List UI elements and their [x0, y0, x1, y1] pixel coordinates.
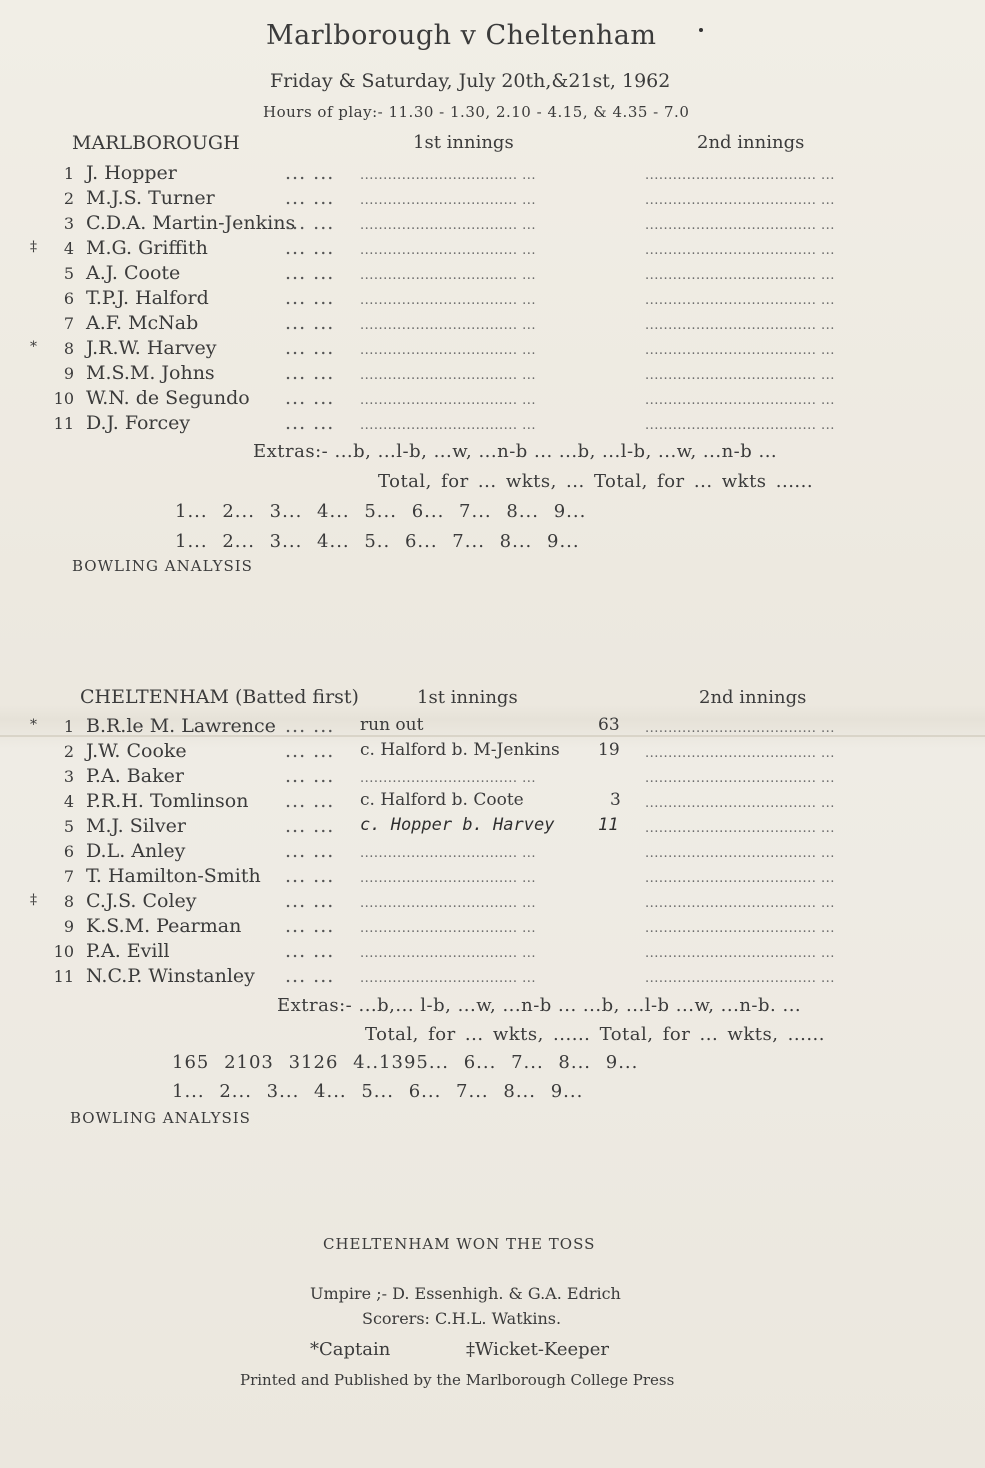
blank-score-line: .................................. ... [360, 368, 537, 383]
blank-score-line: .................................. ... [360, 218, 537, 233]
printer-credit: Printed and Published by the Marlborough College Press [240, 1371, 675, 1389]
leader-dots: ... ... [285, 212, 335, 234]
player-name: D.L. Anley [86, 840, 186, 862]
batting-order-number: 9 [63, 917, 74, 936]
batting-order-number: 5 [63, 817, 74, 836]
batting-row [0, 212, 985, 237]
player-name: C.D.A. Martin-Jenkins [86, 212, 296, 234]
chel-bowling-analysis: BOWLING ANALYSIS [70, 1109, 251, 1127]
player-marker: * [30, 717, 37, 733]
blank-score-line: .................................. ... [360, 846, 537, 861]
batting-order-number: 6 [63, 842, 74, 861]
batting-row [0, 965, 985, 990]
leader-dots: ... ... [285, 412, 335, 434]
batting-order-number: 1 [63, 717, 74, 736]
marl-fall-of-wickets-1: 1... 2... 3... 4... 5... 6... 7... 8... 9... [175, 501, 587, 522]
leader-dots: ... ... [285, 237, 335, 259]
batting-order-number: 3 [63, 767, 74, 786]
leader-dots: ... ... [285, 287, 335, 309]
player-name: D.J. Forcey [86, 412, 191, 434]
batting-order-number: 4 [63, 792, 74, 811]
blank-score-line: .................................. ... [360, 971, 537, 986]
blank-score-line: .................................. ... [360, 871, 537, 886]
blank-score-line: .................................. ... [360, 293, 537, 308]
batting-order-number: 5 [63, 264, 74, 283]
blank-score-line: .................................. ... [360, 771, 537, 786]
player-name: J.W. Cooke [86, 740, 187, 762]
player-name: M.G. Griffith [86, 237, 208, 259]
runs-scored: 19 [598, 740, 620, 760]
blank-score-line: .................................. ... [360, 946, 537, 961]
player-name: C.J.S. Coley [86, 890, 197, 912]
batting-row [0, 715, 985, 740]
leader-dots: ... ... [285, 765, 335, 787]
second-innings-blank: ..................................... ... [645, 946, 835, 961]
team-marlborough: MARLBOROUGH [72, 132, 240, 154]
batting-row [0, 915, 985, 940]
blank-score-line: .................................. ... [360, 418, 537, 433]
leader-dots: ... ... [285, 890, 335, 912]
second-innings-blank: ..................................... ... [645, 193, 835, 208]
second-innings-blank: ..................................... ... [645, 268, 835, 283]
leader-dots: ... ... [285, 940, 335, 962]
batting-row [0, 162, 985, 187]
runs-scored: 63 [598, 715, 620, 735]
batting-row [0, 187, 985, 212]
batting-order-number: 8 [63, 339, 74, 358]
second-innings-blank: ..................................... ... [645, 771, 835, 786]
toss-result: CHELTENHAM WON THE TOSS [323, 1235, 596, 1253]
blank-score-line: .................................. ... [360, 193, 537, 208]
batting-row [0, 362, 985, 387]
batting-row [0, 237, 985, 262]
blank-score-line: .................................. ... [360, 243, 537, 258]
dismissal-text: c. Hopper b. Harvey [360, 815, 555, 835]
batting-order-number: 10 [53, 942, 74, 961]
batting-row [0, 287, 985, 312]
batting-row [0, 740, 985, 765]
leader-dots: ... ... [285, 262, 335, 284]
marl-totals: Total, for ... wkts, ... Total, for ... wkts ...... [378, 471, 814, 492]
leader-dots: ... ... [285, 865, 335, 887]
blank-score-line: .................................. ... [360, 921, 537, 936]
marl-second-innings-heading: 2nd innings [697, 132, 805, 153]
second-innings-blank: ..................................... ... [645, 293, 835, 308]
player-name: K.S.M. Pearman [86, 915, 242, 937]
chel-fall-of-wickets-2: 1... 2... 3... 4... 5... 6... 7... 8... 9... [172, 1081, 584, 1102]
player-marker: ‡ [30, 239, 37, 255]
batting-order-number: 2 [63, 742, 74, 761]
blank-score-line: .................................. ... [360, 268, 537, 283]
leader-dots: ... ... [285, 840, 335, 862]
match-date: Friday & Saturday, July 20th,&21st, 1962 [270, 70, 671, 92]
second-innings-blank: ..................................... ... [645, 846, 835, 861]
batting-order-number: 11 [53, 967, 74, 986]
batting-row [0, 790, 985, 815]
batting-order-number: 6 [63, 289, 74, 308]
batting-row [0, 337, 985, 362]
batting-order-number: 3 [63, 214, 74, 233]
batting-order-number: 7 [63, 314, 74, 333]
second-innings-blank: ..................................... ... [645, 746, 835, 761]
leader-dots: ... ... [285, 915, 335, 937]
ink-dot [699, 28, 703, 32]
chel-second-innings-heading: 2nd innings [699, 687, 807, 708]
batting-row [0, 262, 985, 287]
scorers: Scorers: C.H.L. Watkins. [362, 1309, 562, 1328]
batting-row [0, 940, 985, 965]
leader-dots: ... ... [285, 715, 335, 737]
blank-score-line: .................................. ... [360, 318, 537, 333]
second-innings-blank: ..................................... ... [645, 218, 835, 233]
second-innings-blank: ..................................... ... [645, 921, 835, 936]
second-innings-blank: ..................................... ... [645, 971, 835, 986]
leader-dots: ... ... [285, 387, 335, 409]
second-innings-blank: ..................................... ... [645, 318, 835, 333]
second-innings-blank: ..................................... ... [645, 821, 835, 836]
leader-dots: ... ... [285, 790, 335, 812]
chel-totals: Total, for ... wkts, ...... Total, for ... wkts, ...... [365, 1024, 825, 1045]
second-innings-blank: ..................................... ... [645, 368, 835, 383]
player-name: P.A. Evill [86, 940, 170, 962]
batting-row [0, 387, 985, 412]
dismissal-text: run out [360, 715, 424, 735]
player-name: M.S.M. Johns [86, 362, 215, 384]
second-innings-blank: ..................................... ... [645, 871, 835, 886]
player-name: M.J.S. Turner [86, 187, 215, 209]
second-innings-blank: ..................................... ... [645, 243, 835, 258]
blank-score-line: .................................. ... [360, 168, 537, 183]
player-name: J.R.W. Harvey [86, 337, 217, 359]
runs-scored: 11 [598, 815, 619, 835]
batting-row [0, 840, 985, 865]
second-innings-blank: ..................................... ... [645, 418, 835, 433]
leader-dots: ... ... [285, 162, 335, 184]
player-name: J. Hopper [86, 162, 177, 184]
dismissal-text: c. Halford b. Coote [360, 790, 524, 810]
blank-score-line: .................................. ... [360, 343, 537, 358]
batting-order-number: 10 [53, 389, 74, 408]
second-innings-blank: ..................................... ... [645, 896, 835, 911]
leader-dots: ... ... [285, 312, 335, 334]
batting-order-number: 2 [63, 189, 74, 208]
second-innings-blank: ..................................... ... [645, 721, 835, 736]
blank-score-line: .................................. ... [360, 896, 537, 911]
player-name: T. Hamilton-Smith [86, 865, 261, 887]
marl-extras: Extras:- ...b, ...l-b, ...w, ...n-b ... ...b, ...l-b, ...w, ...n-b ... [253, 441, 778, 462]
leader-dots: ... ... [285, 362, 335, 384]
player-name: W.N. de Segundo [86, 387, 250, 409]
batting-order-number: 1 [63, 164, 74, 183]
marl-fall-of-wickets-2: 1... 2... 3... 4... 5.. 6... 7... 8... 9... [175, 531, 580, 552]
batting-order-number: 7 [63, 867, 74, 886]
batting-row [0, 865, 985, 890]
batting-row [0, 412, 985, 437]
dismissal-text: c. Halford b. M-Jenkins [360, 740, 560, 760]
runs-scored: 3 [610, 790, 621, 810]
batting-order-number: 4 [63, 239, 74, 258]
marl-bowling-analysis: BOWLING ANALYSIS [72, 557, 253, 575]
chel-first-innings-heading: 1st innings [417, 687, 518, 708]
chel-fall-of-wickets-1: 165 2103 3126 4..1395... 6... 7... 8... 9... [172, 1052, 639, 1073]
batting-row [0, 312, 985, 337]
player-name: T.P.J. Halford [86, 287, 209, 309]
second-innings-blank: ..................................... ... [645, 343, 835, 358]
chel-extras: Extras:- ...b,... l-b, ...w, ...n-b ... ...b, ...l-b ...w, ...n-b. ... [277, 995, 802, 1016]
leader-dots: ... ... [285, 815, 335, 837]
umpires: Umpire ;- D. Essenhigh. & G.A. Edrich [310, 1284, 621, 1303]
batting-order-number: 8 [63, 892, 74, 911]
player-name: P.A. Baker [86, 765, 184, 787]
leader-dots: ... ... [285, 337, 335, 359]
player-marker: * [30, 339, 37, 355]
batting-row [0, 890, 985, 915]
leader-dots: ... ... [285, 740, 335, 762]
player-name: B.R.le M. Lawrence [86, 715, 276, 737]
team-cheltenham: CHELTENHAM (Batted first) [80, 686, 359, 708]
player-name: A.J. Coote [86, 262, 181, 284]
leader-dots: ... ... [285, 187, 335, 209]
second-innings-blank: ..................................... ... [645, 168, 835, 183]
second-innings-blank: ..................................... ... [645, 796, 835, 811]
batting-row [0, 765, 985, 790]
leader-dots: ... ... [285, 965, 335, 987]
player-name: P.R.H. Tomlinson [86, 790, 249, 812]
batting-order-number: 11 [53, 414, 74, 433]
captain-key: *Captain [310, 1339, 391, 1360]
player-name: A.F. McNab [86, 312, 199, 334]
blank-score-line: .................................. ... [360, 393, 537, 408]
batting-row [0, 815, 985, 840]
player-name: M.J. Silver [86, 815, 186, 837]
second-innings-blank: ..................................... ... [645, 393, 835, 408]
player-marker: ‡ [30, 892, 37, 908]
player-name: N.C.P. Winstanley [86, 965, 255, 987]
batting-order-number: 9 [63, 364, 74, 383]
card-title: Marlborough v Cheltenham [266, 20, 657, 51]
marl-first-innings-heading: 1st innings [413, 132, 514, 153]
hours-of-play: Hours of play:- 11.30 - 1.30, 2.10 - 4.15, & 4.35 - 7.0 [263, 103, 690, 121]
wicket-keeper-key: ‡Wicket-Keeper [466, 1339, 609, 1360]
